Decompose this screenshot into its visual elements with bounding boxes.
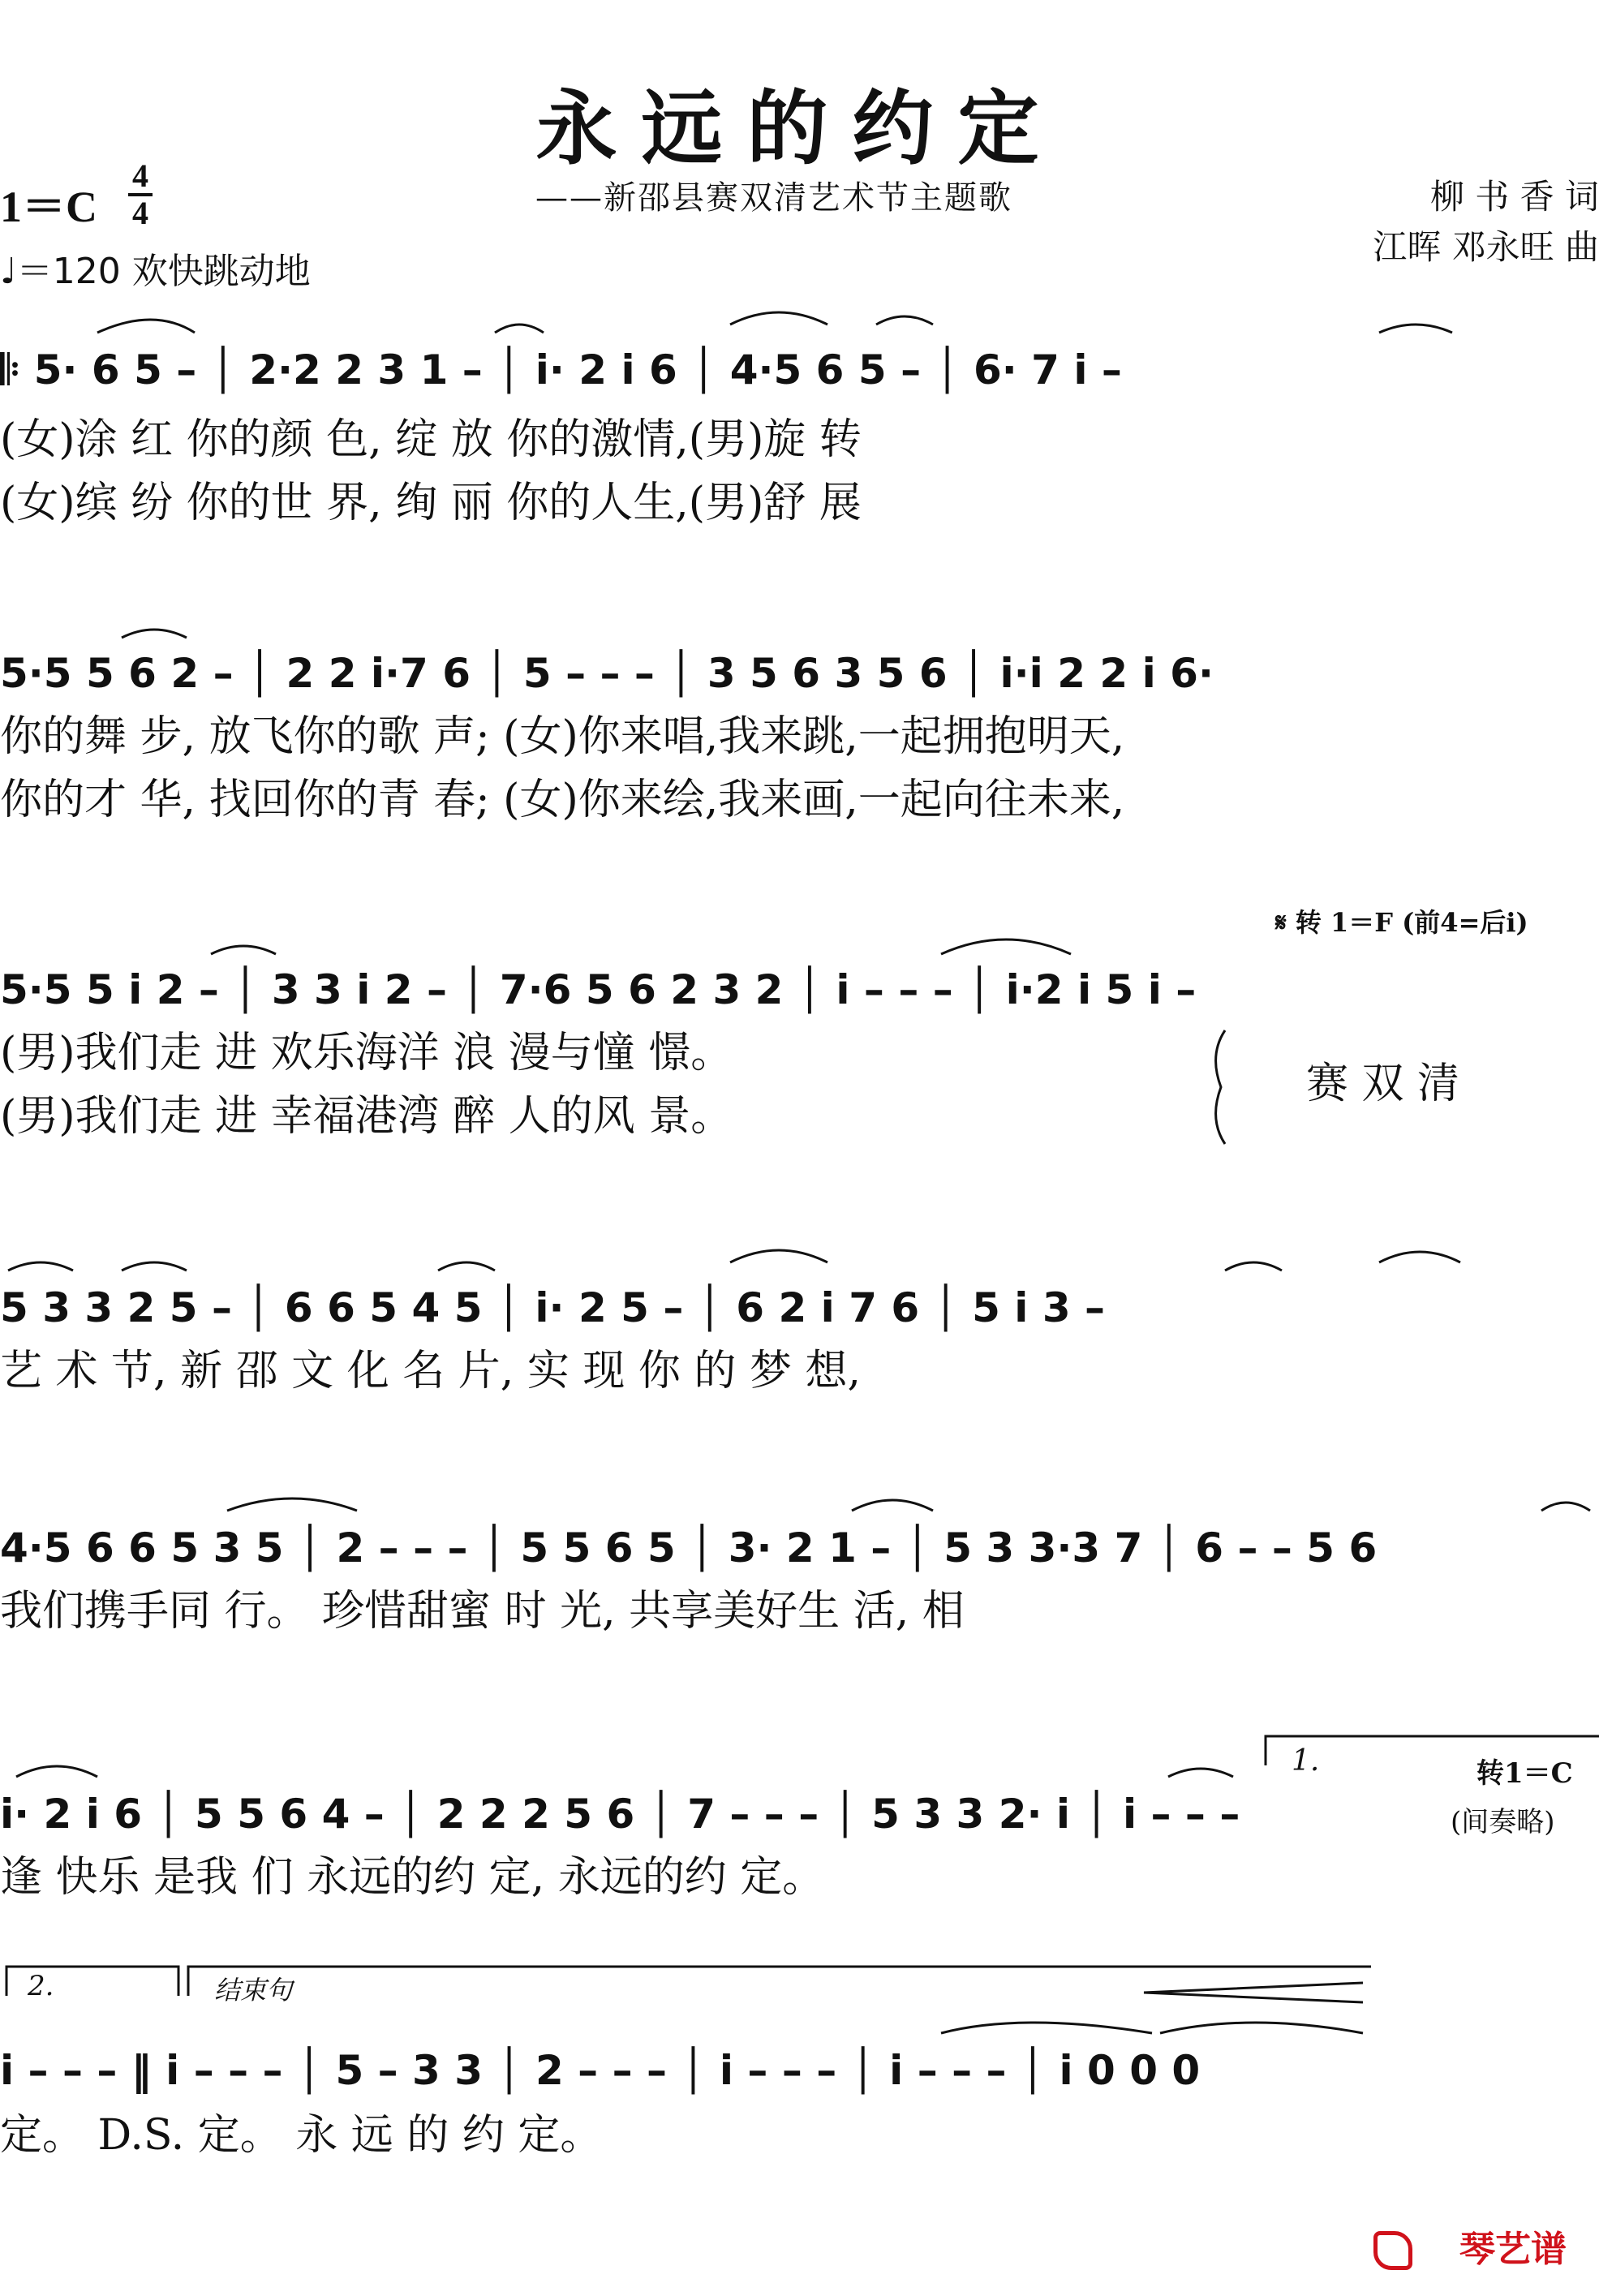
score-row-2-notes: 5·5 5 6 2 – │ 2 2 i·7 6 │ 5 – – – │ 3 5 6 3 5 6 │ i·i 2 2 i 6· (0, 650, 1214, 697)
slur (227, 1498, 357, 1511)
volta-1-bracket (1266, 1736, 1599, 1765)
score-row-6-lyrics: 逢 快乐 是我 们 永远的约 定, 永远的约 定。 (0, 1853, 825, 1902)
score-row-7-notes: i – – – ‖ i – – – │ 5 – 3 3 │ 2 – – – │ i – – – │ i – – – │ i 0 0 0 (0, 2047, 1201, 2094)
score-row-4-lyrics: 艺 术 节, 新 邵 文 化 名 片, 实 现 你 的 梦 想, (0, 1347, 861, 1395)
tie (1160, 2023, 1363, 2033)
slur (495, 325, 544, 333)
subtitle: ——新邵县赛双清艺术节主题歌 (535, 179, 1012, 217)
slur (730, 1250, 827, 1262)
composer-credit: 江晖 邓永旺 曲 (1373, 227, 1599, 267)
song-title: 永远的约定 (535, 80, 1064, 176)
slur (1379, 325, 1452, 333)
lyricist-credit: 柳 书 香 词 (1429, 177, 1599, 217)
tempo-marking: ♩＝120 欢快跳动地 (0, 251, 311, 292)
slur (97, 320, 195, 333)
score-row-6-notes: i· 2 i 6 │ 5 5 6 4 – │ 2 2 2 5 6 │ 7 – – – │ 5 3 3 2· i │ i – – – (0, 1791, 1240, 1838)
slur (1541, 1503, 1590, 1511)
key-change-back: 转1＝C (1476, 1757, 1573, 1790)
slur (122, 1262, 187, 1271)
slur (876, 316, 933, 325)
segno-key-change: 𝄋 转 1＝F (前4=后i) (1275, 907, 1528, 938)
interlude-note: (间奏略) (1451, 1806, 1555, 1838)
volta-2-bracket (6, 1967, 178, 1996)
slur (1225, 1262, 1282, 1271)
slur (8, 1262, 73, 1271)
slur (16, 1766, 97, 1777)
time-signature-top: 4 (132, 157, 148, 194)
slur (1168, 1769, 1233, 1777)
slur (122, 630, 187, 638)
score-row-5-notes: 4·5 6 6 5 3 5 │ 2 – – – │ 5 5 6 5 │ 3· 2 1 – │ 5 3 3·3 7 │ 6 – – 5 6 (0, 1524, 1378, 1572)
slur (852, 1500, 933, 1511)
score-row-3-side-lyric: 赛 双 清 (1306, 1060, 1460, 1108)
ending-label: 结束句 (214, 1975, 293, 2006)
slur (941, 939, 1071, 954)
score-row-7-lyrics: 定。 D.S. 定。 永 远 的 约 定。 (0, 2111, 603, 2160)
score-row-4-notes: 5 3 3 2 5 – │ 6 6 5 4 5 │ i· 2 5 – │ 6 2 i 7 6 │ 5 i 3 – (0, 1284, 1106, 1331)
score-row-5-lyrics: 我们携手同 行。 珍惜甜蜜 时 光, 共享美好生 活, 相 (0, 1587, 965, 1636)
score-row-1-lyrics-verse-2: (女)缤 纷 你的世 界, 绚 丽 你的人生,(男)舒 展 (0, 479, 862, 527)
verse-brace (1216, 1030, 1225, 1144)
slur (211, 946, 276, 954)
score-row-3-lyrics-verse-1: (男)我们走 进 欢乐海洋 浪 漫与憧 憬。 (0, 1029, 733, 1077)
score-row-1-notes: 𝄆 5· 6 5 – │ 2·2 2 3 1 – │ i· 2 i 6 │ 4·5 6 5 – │ 6· 7 i – (0, 346, 1122, 393)
key-signature: 1＝C (0, 183, 97, 231)
quarter-note-icon: ♩ (0, 251, 17, 292)
score-row-1-lyrics-verse-1: (女)涂 红 你的颜 色, 绽 放 你的激情,(男)旋 转 (0, 415, 862, 464)
slur (438, 1262, 495, 1271)
slur (1379, 1252, 1460, 1262)
crescendo-hairpin (1144, 1983, 1363, 2002)
volta-1-label: 1. (1292, 1744, 1320, 1778)
volta-2-label: 2. (28, 1970, 54, 2002)
score-row-2-lyrics-verse-1: 你的舞 步, 放飞你的歌 声; (女)你来唱,我来跳,一起拥抱明天, (0, 712, 1125, 761)
brand-watermark: 琴艺谱 (1459, 2229, 1567, 2270)
brand-logo-icon (1373, 2231, 1412, 2270)
tie (941, 2023, 1152, 2033)
score-row-2-lyrics-verse-2: 你的才 华, 找回你的青 春; (女)你来绘,我来画,一起向往未来, (0, 776, 1125, 824)
score-row-3-notes: 5·5 5 i 2 – │ 3 3 i 2 – │ 7·6 5 6 2 3 2 │ i – – – │ i·2 i 5 i – (0, 966, 1197, 1013)
slur (730, 312, 827, 325)
score-row-3-lyrics-verse-2: (男)我们走 进 幸福港湾 醉 人的风 景。 (0, 1092, 733, 1141)
time-signature-bottom: 4 (132, 195, 148, 231)
